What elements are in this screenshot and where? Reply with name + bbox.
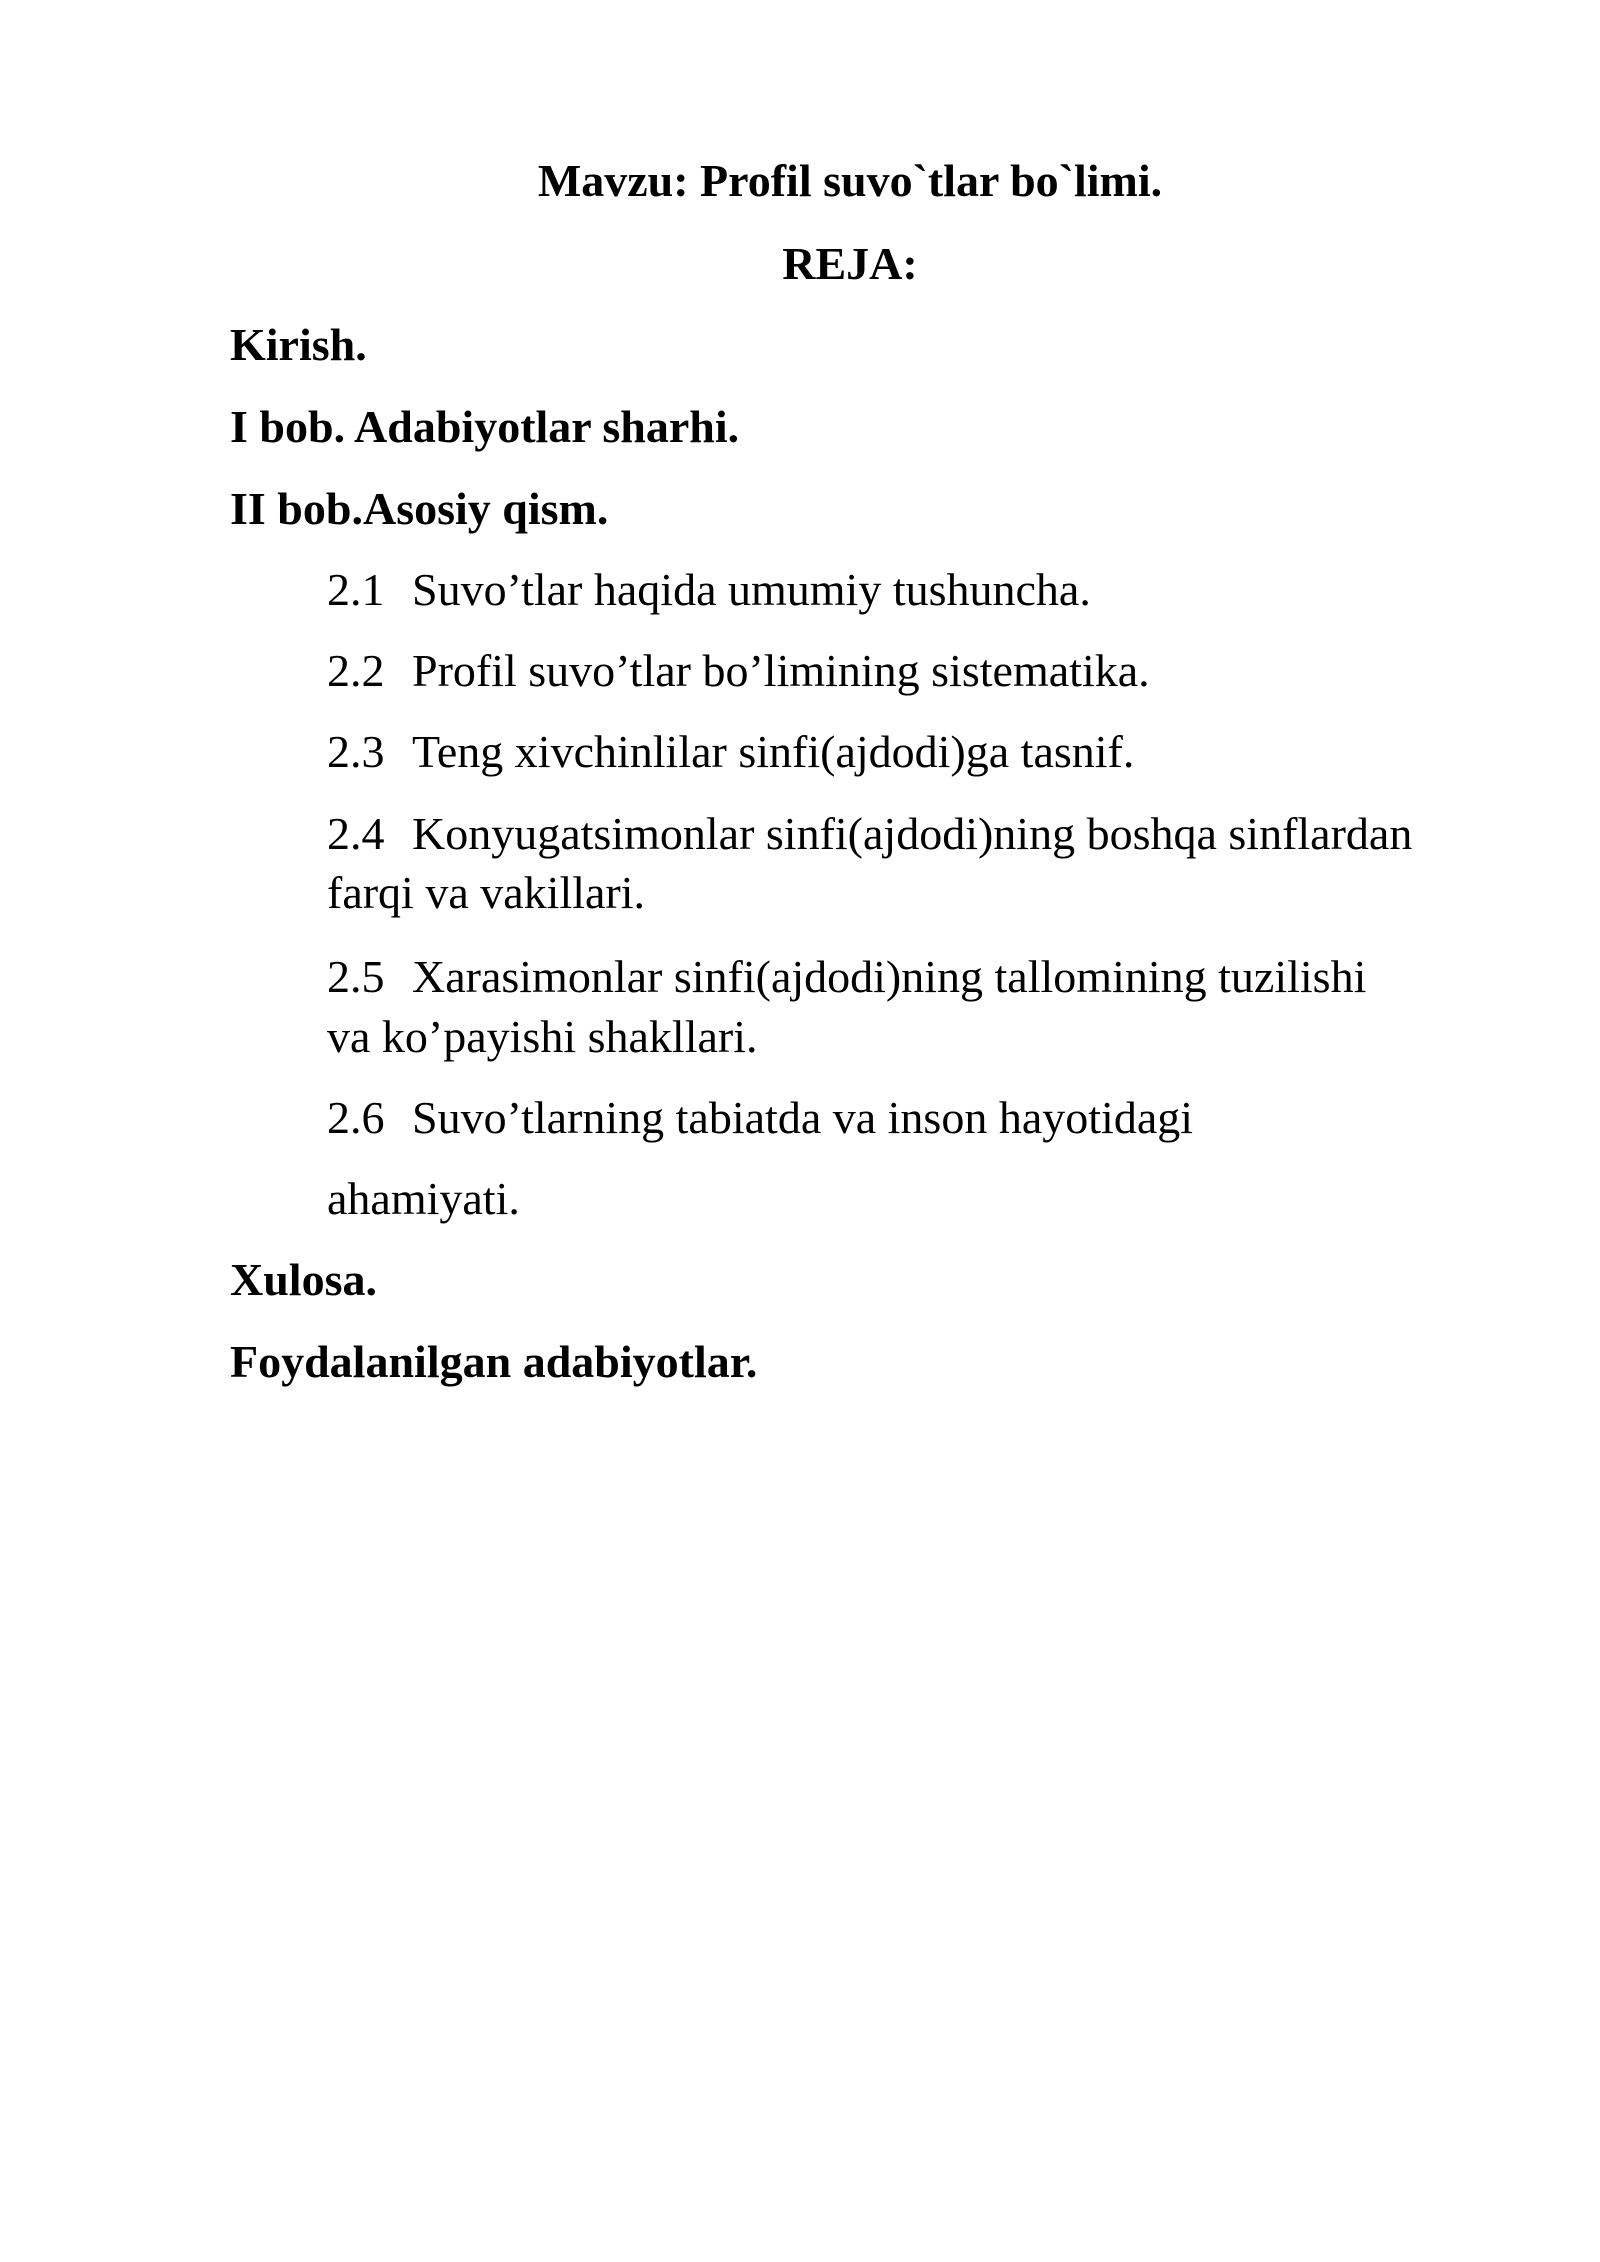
plan-item-continuation: farqi va vakillari. [327, 867, 646, 918]
intro-heading: Kirish. [230, 319, 367, 370]
plan-item-text: Suvo’tlar haqida umumiy tushuncha. [412, 564, 1091, 615]
chapter-1-heading: I bob. Adabiyotlar sharhi. [230, 401, 740, 452]
plan-item-text: Profil suvo’tlar bo’limining sistematika. [412, 645, 1150, 696]
plan-item-text: Konyugatsimonlar sinfi(ajdodi)ning boshqa sinflardan [412, 808, 1413, 859]
plan-heading: REJA: [782, 238, 918, 289]
plan-item-number: 2.3 [327, 726, 385, 777]
plan-item-continuation: va ko’payishi shakllari. [327, 1011, 758, 1062]
plan-item [327, 1089, 1193, 1147]
plan-item-text: Teng xivchinlilar sinfi(ajdodi)ga tasnif. [412, 726, 1135, 777]
plan-item-number: 2.4 [327, 808, 385, 859]
plan-item-continuation: ahamiyati. [327, 1173, 520, 1224]
plan-item [327, 642, 1150, 700]
plan-item [327, 805, 1412, 863]
plan-item-text: Suvo’tlarning tabiatda va inson hayotidagi [412, 1092, 1194, 1143]
conclusion-heading: Xulosa. [230, 1254, 377, 1305]
plan-item-text: Xarasimonlar sinfi(ajdodi)ning tallomining tuzilishi [412, 951, 1367, 1002]
topic-title: Mavzu: Profil suvo`tlar bo`limi. [537, 155, 1163, 206]
chapter-2-heading: II bob.Asosiy qism. [230, 483, 609, 534]
plan-item-number: 2.6 [327, 1092, 385, 1143]
plan-item-number: 2.1 [327, 564, 385, 615]
plan-item-number: 2.2 [327, 645, 385, 696]
plan-item [327, 561, 1091, 619]
plan-item [327, 948, 1366, 1006]
plan-item [327, 723, 1134, 781]
references-heading: Foydalanilgan adabiyotlar. [230, 1336, 758, 1387]
plan-item-number: 2.5 [327, 951, 385, 1002]
